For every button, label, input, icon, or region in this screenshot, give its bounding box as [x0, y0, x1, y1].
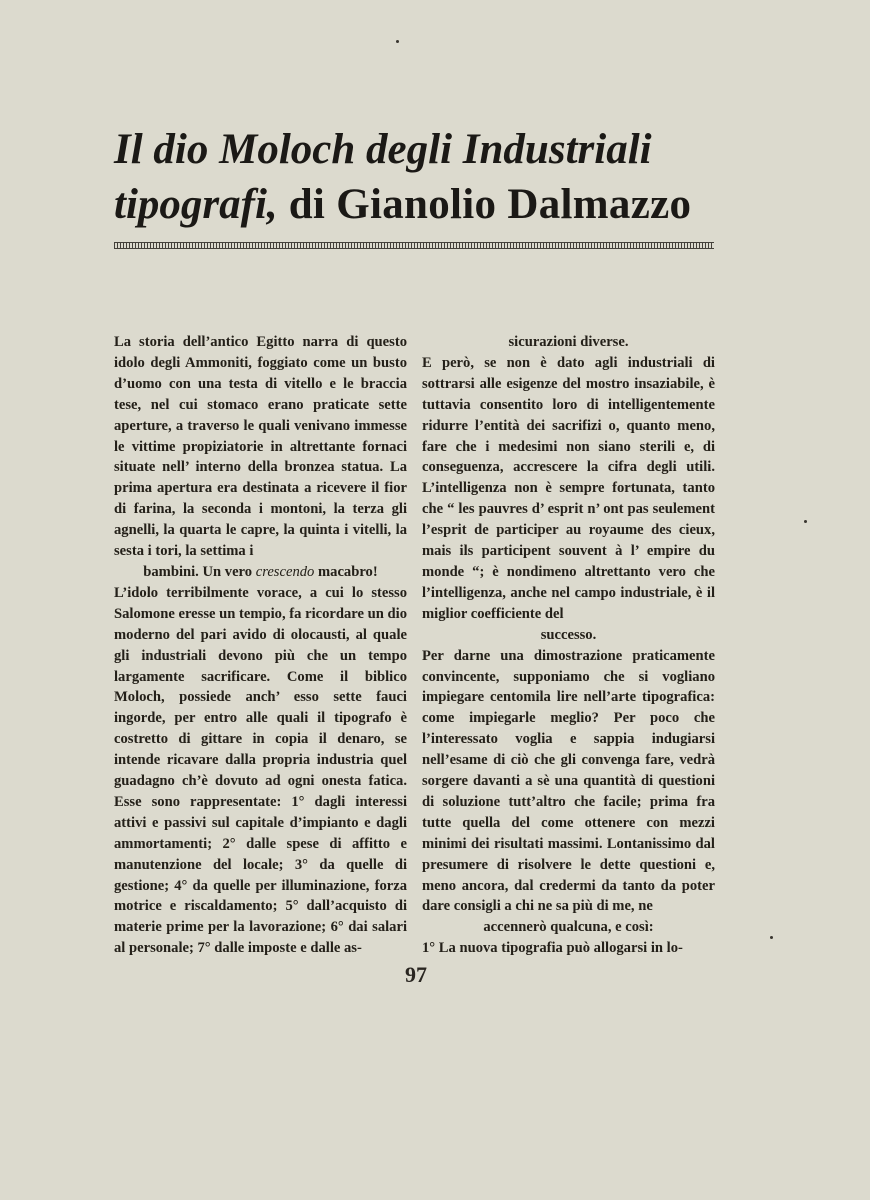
- left-paragraph-1: La storia dell’antico Egitto narra di questo idolo degli Ammoniti, foggiato come un busto d’uomo con una testa di vitello e le braccia tese, nel cui stomaco erano praticate sette aperture, a traverso le quali venivano immesse le vittime propiziatorie in altrettante fornaci situate nell’ interno della bronzea statua. La prima apertura era destinata a ricevere il fior di farina, la seconda i montoni, la terza gli agnelli, la quarta le capre, la quinta i vitelli, la sesta i tori, la settima i: [114, 334, 407, 560]
- left-paragraph-1-last-line: [114, 562, 407, 583]
- title-author: di Gianolio Dalmazzo: [277, 181, 692, 228]
- print-speck: [396, 40, 399, 43]
- title-divider: [114, 242, 714, 249]
- article-title: [114, 122, 714, 232]
- print-speck: [804, 520, 807, 523]
- right-paragraph-2-last-line: accennerò qualcuna, e così:: [483, 919, 654, 936]
- right-paragraph-3: 1° La nuova tipografia può allogarsi in lo-: [422, 940, 683, 957]
- last-line-text-b: macabro!: [314, 563, 378, 580]
- left-column: [114, 332, 407, 959]
- title-line-1: Il dio Moloch degli Industriali: [114, 126, 652, 173]
- title-line-2-italic: tipografi,: [114, 181, 278, 228]
- right-paragraph-2: Per darne una dimostrazione praticamente convincente, supponiamo che si vogliano impiegare centomila lire nell’arte tipografica: come impiegarle meglio? Per poco che l’interessato voglia e sappia indugiarsi nell’esame di ciò che gli convenga fare, vedrà sorgere davanti a sè una quantità di questioni di soluzione tutt’altro che facile; prima fra tutte quella del come ottenere con mezzi minimi dei risultati massimi. Lontanissimo dal presumere di risolvere le dette questioni e, meno ancora, dal credermi da tanto da poter dare consigli a chi ne sa più di me, ne: [422, 647, 715, 915]
- print-speck: [770, 936, 773, 939]
- page-number: 97: [405, 962, 427, 987]
- right-paragraph-1-last-line: successo.: [540, 626, 597, 643]
- right-paragraph-0: sicurazioni diverse.: [508, 334, 629, 350]
- last-line-text-a: bambini. Un vero: [143, 563, 256, 580]
- left-paragraph-2: L’idolo terribilmente vorace, a cui lo stesso Salomone eresse un tempio, fa ricordare un dio moderno del pari avido di olocausti, al quale gli industriali devono più che un tempo largamente sacrificare. Come il biblico Moloch, possiede anch’ esso sette fauci ingorde, per entro alle quali il tipografo è costretto di gittare in copia il denaro, se intende ricavare dalla propria industria quel guadagno ch’è dovuto ad ogni onesta fatica. Esse sono rappresentate: 1° dagli interessi attivi e passivi sul capitale d’impianto e dagli ammortamenti; 2° dalle spese di affitto e manutenzione del locale; 3° da quelle di gestione; 4° da quelle per illuminazione, forza motrice e riscaldamento; 5° dall’acquisto di materie prime per la lavorazione; 6° dai salari al personale; 7° dalle imposte e dalle as-: [114, 584, 407, 957]
- italic-word: crescendo: [255, 563, 315, 580]
- right-column: [422, 332, 715, 959]
- right-paragraph-1: E però, se non è dato agli industriali di sottrarsi alle esigenze del mostro insaziabile, è tuttavia consentito loro di intelligentemente ridurre l’entità dei sacrifizi o, quanto meno, fare che i medesimi non siano sterili e, di conseguenza, accrescere la cifra degli utili. L’intelligenza non è sempre fortunata, tanto che “ les pauvres d’ esprit n’ ont pas seulement l’esprit de participer au royaume des cieux, mais ils participent souvent à l’ empire du monde “; è nondimeno altrettanto vero che l’intelligenza, anche nel campo industriale, è il miglior coefficiente del: [422, 354, 715, 622]
